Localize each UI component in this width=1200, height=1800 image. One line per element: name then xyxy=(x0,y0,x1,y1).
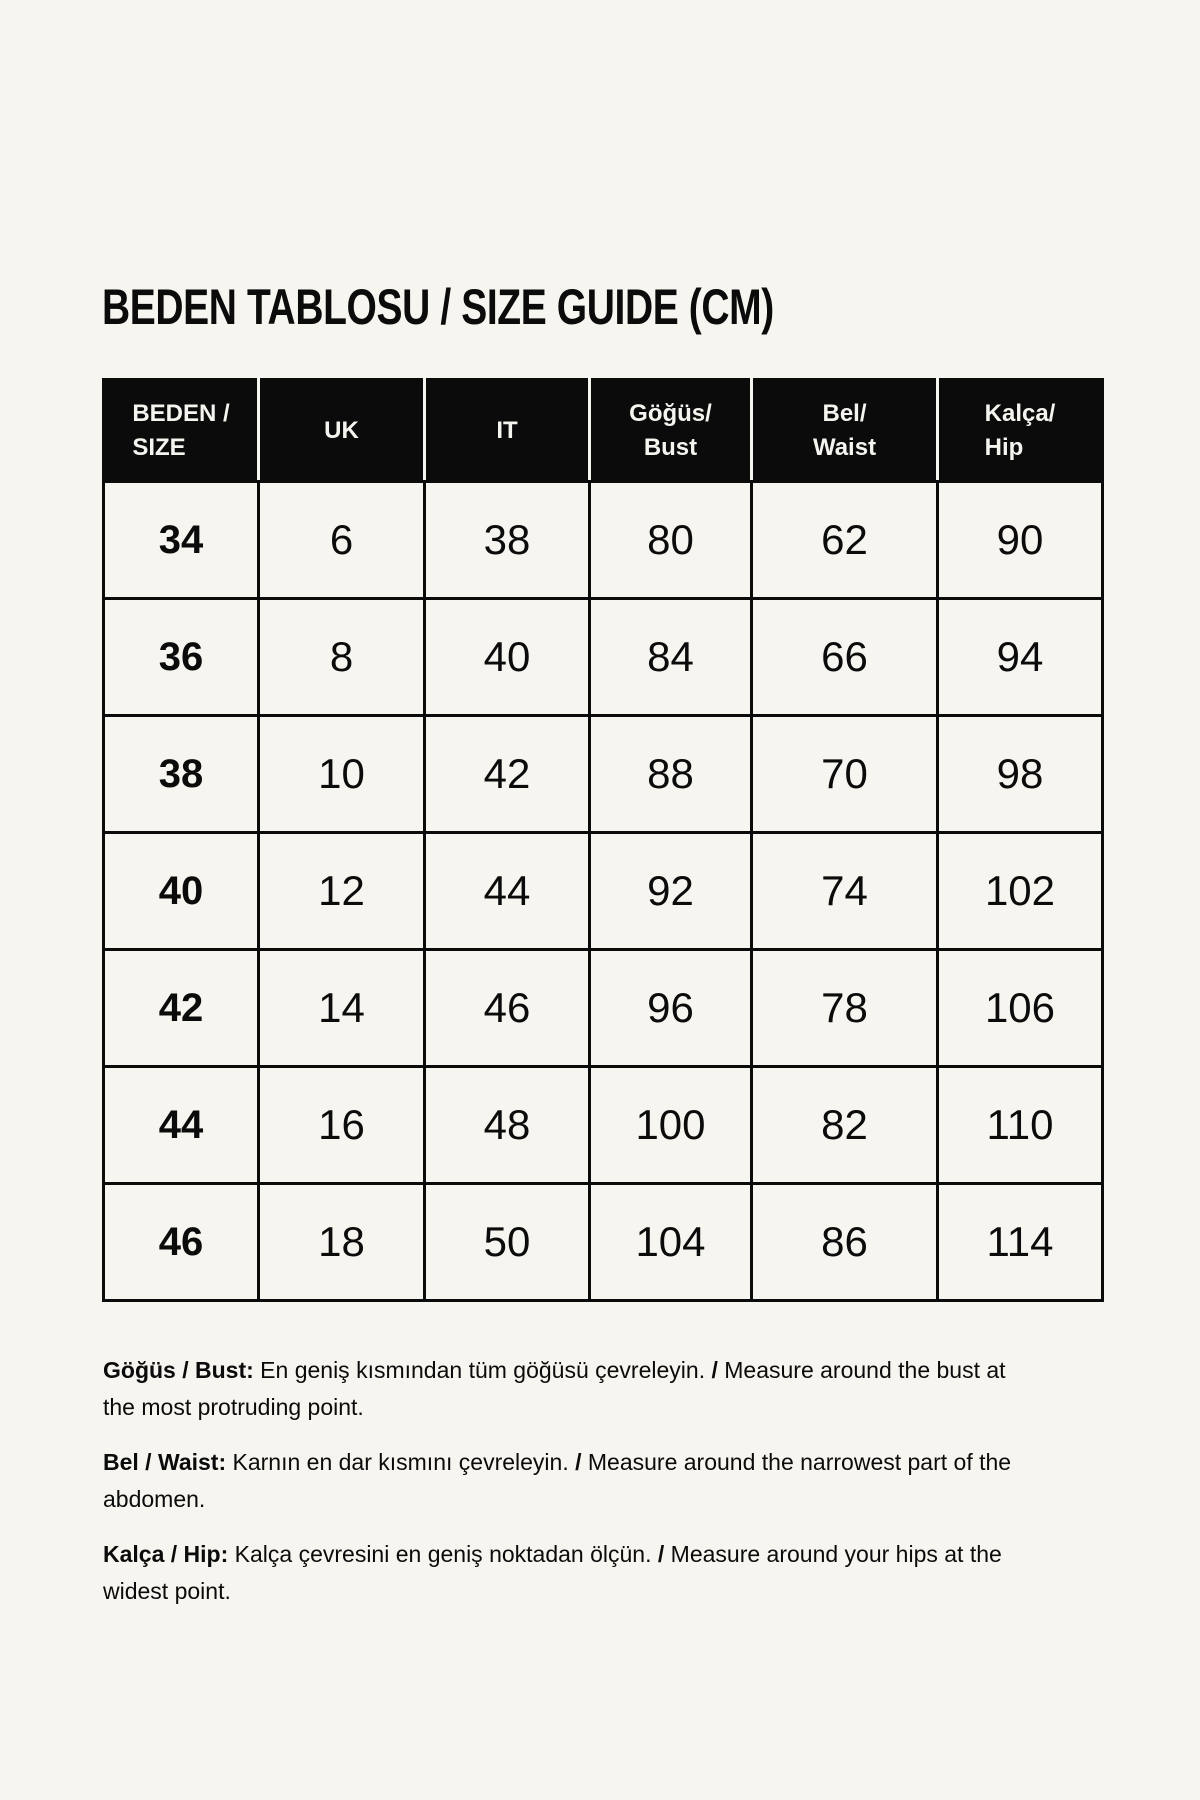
hip-cell: 98 xyxy=(938,716,1103,833)
column-header-it xyxy=(425,380,590,482)
waist-cell: 74 xyxy=(752,833,938,950)
bust-cell: 104 xyxy=(590,1184,752,1301)
waist-cell: 62 xyxy=(752,482,938,599)
measurement-notes xyxy=(103,1352,1033,1628)
column-header-bust xyxy=(590,380,752,482)
waist-cell: 66 xyxy=(752,599,938,716)
column-header-waist xyxy=(752,380,938,482)
it-cell: 40 xyxy=(425,599,590,716)
column-header-uk xyxy=(259,380,425,482)
table-row xyxy=(104,833,1103,950)
footnote-separator: / xyxy=(575,1449,582,1475)
bust-cell: 100 xyxy=(590,1067,752,1184)
header-line: Hip xyxy=(984,433,1024,461)
hip-cell: 106 xyxy=(938,950,1103,1067)
bust-cell: 80 xyxy=(590,482,752,599)
footnote-label: Göğüs / Bust: xyxy=(103,1357,254,1383)
size-guide-table xyxy=(102,378,1104,1302)
uk-cell: 10 xyxy=(259,716,425,833)
footnote-waist xyxy=(103,1444,1033,1518)
uk-cell: 18 xyxy=(259,1184,425,1301)
it-cell: 42 xyxy=(425,716,590,833)
footnote-bust xyxy=(103,1352,1033,1426)
header-line: UK xyxy=(324,416,359,444)
header-line: Göğüs/ xyxy=(629,399,712,427)
header-line: Kalça/ xyxy=(984,399,1056,427)
header-line: Waist xyxy=(812,433,877,461)
footnote-text-en: Measure around the narrowest part of the abdomen. xyxy=(103,1449,1012,1512)
header-line: Bel/ xyxy=(822,399,867,427)
footnote-text-tr: En geniş kısmından tüm göğüsü çevreleyin. xyxy=(260,1357,706,1383)
table-row xyxy=(104,1067,1103,1184)
bust-cell: 88 xyxy=(590,716,752,833)
table-row xyxy=(104,599,1103,716)
size-cell: 34 xyxy=(104,482,259,599)
it-cell: 50 xyxy=(425,1184,590,1301)
bust-cell: 84 xyxy=(590,599,752,716)
footnote-text-tr: Karnın en dar kısmını çevreleyin. xyxy=(232,1449,569,1475)
table-row xyxy=(104,1184,1103,1301)
header-line: Bust xyxy=(643,433,698,461)
table-header xyxy=(104,380,1103,482)
header-line: IT xyxy=(496,416,518,444)
size-cell: 38 xyxy=(104,716,259,833)
size-cell: 36 xyxy=(104,599,259,716)
size-cell: 42 xyxy=(104,950,259,1067)
header-row xyxy=(104,380,1103,482)
table-row xyxy=(104,950,1103,1067)
it-cell: 46 xyxy=(425,950,590,1067)
hip-cell: 114 xyxy=(938,1184,1103,1301)
header-line: BEDEN / xyxy=(132,399,230,427)
it-cell: 38 xyxy=(425,482,590,599)
waist-cell: 70 xyxy=(752,716,938,833)
bust-cell: 96 xyxy=(590,950,752,1067)
uk-cell: 12 xyxy=(259,833,425,950)
footnote-label: Bel / Waist: xyxy=(103,1449,227,1475)
page-title: BEDEN TABLOSU / SIZE GUIDE (CM) xyxy=(102,279,774,335)
it-cell: 48 xyxy=(425,1067,590,1184)
bust-cell: 92 xyxy=(590,833,752,950)
hip-cell: 90 xyxy=(938,482,1103,599)
footnote-text-en: Measure around your hips at the widest point. xyxy=(103,1541,1002,1604)
footnote-separator: / xyxy=(657,1541,665,1567)
column-header-beden-size xyxy=(104,380,259,482)
uk-cell: 6 xyxy=(259,482,425,599)
size-cell: 44 xyxy=(104,1067,259,1184)
uk-cell: 16 xyxy=(259,1067,425,1184)
footnote-label: Kalça / Hip: xyxy=(103,1541,229,1567)
uk-cell: 14 xyxy=(259,950,425,1067)
footnote-hip xyxy=(103,1536,1033,1610)
hip-cell: 102 xyxy=(938,833,1103,950)
table-body xyxy=(104,482,1103,1301)
size-cell: 46 xyxy=(104,1184,259,1301)
table-row xyxy=(104,716,1103,833)
table-row xyxy=(104,482,1103,599)
waist-cell: 82 xyxy=(752,1067,938,1184)
hip-cell: 110 xyxy=(938,1067,1103,1184)
size-cell: 40 xyxy=(104,833,259,950)
waist-cell: 86 xyxy=(752,1184,938,1301)
footnote-separator: / xyxy=(711,1357,718,1383)
uk-cell: 8 xyxy=(259,599,425,716)
header-line: SIZE xyxy=(132,433,186,461)
it-cell: 44 xyxy=(425,833,590,950)
waist-cell: 78 xyxy=(752,950,938,1067)
hip-cell: 94 xyxy=(938,599,1103,716)
footnote-text-tr: Kalça çevresini en geniş noktadan ölçün. xyxy=(234,1541,652,1567)
column-header-hip xyxy=(938,380,1103,482)
footnote-text-en: Measure around the bust at the most protruding point. xyxy=(103,1357,1006,1420)
